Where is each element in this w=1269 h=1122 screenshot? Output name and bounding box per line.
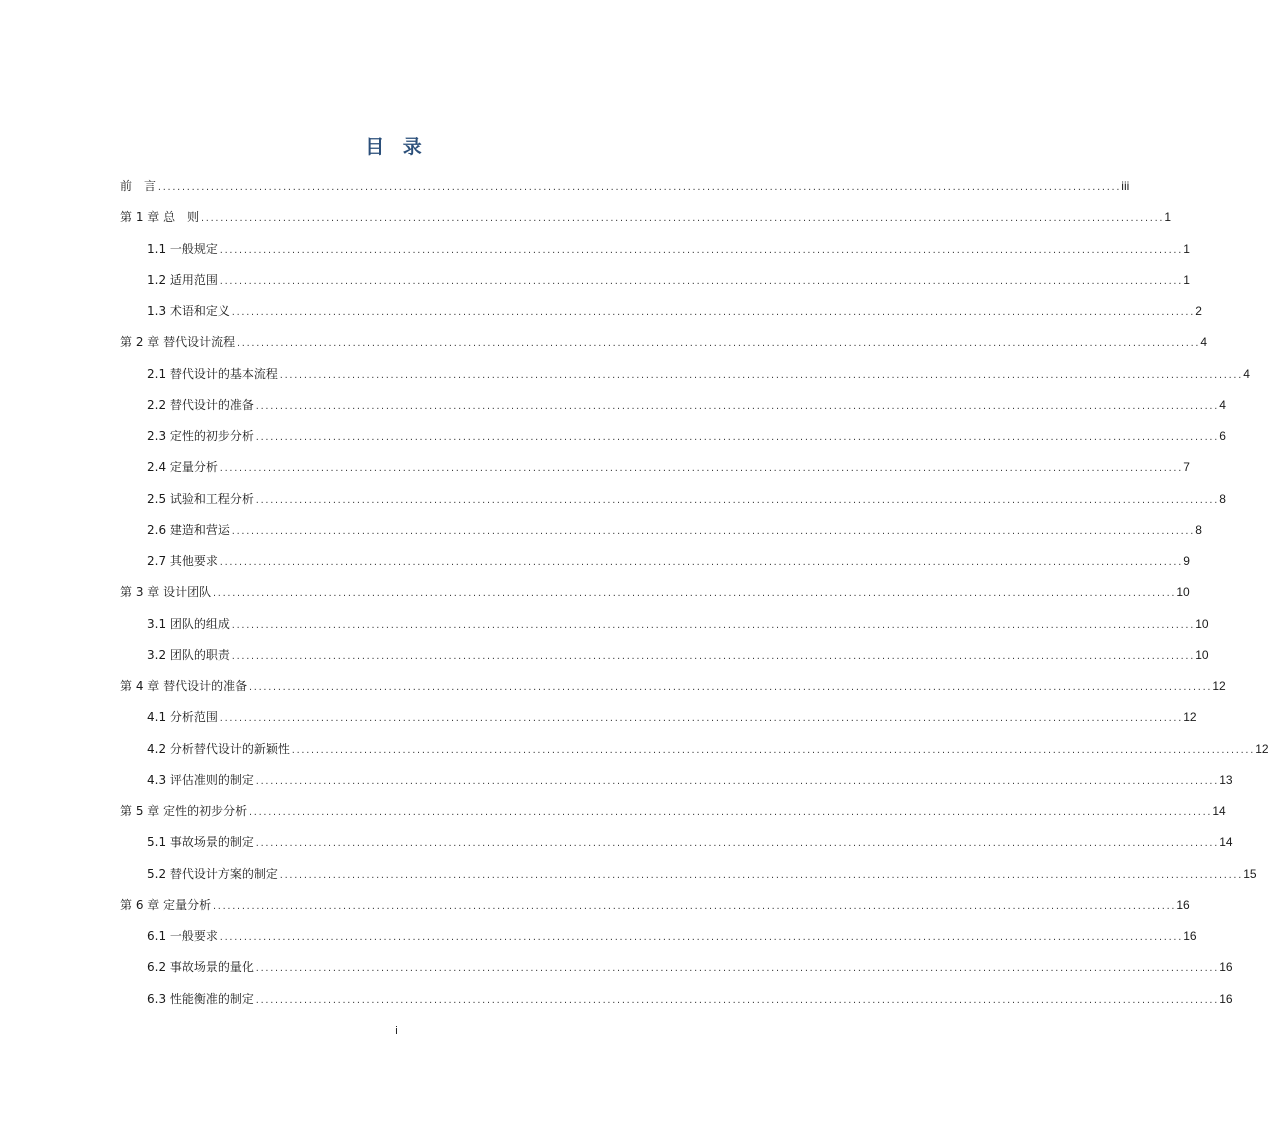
- toc-entry-label: 第 2 章 替代设计流程: [120, 335, 236, 350]
- toc-dot-leader: ........................................................................................................................................................................................................: [248, 808, 1212, 817]
- toc-dot-leader: ........................................................................................................................................................................................................: [230, 651, 1195, 661]
- toc-entry-label: 2.2 替代设计的准备: [147, 397, 254, 412]
- toc-entry-page-number: 16: [1183, 929, 1197, 943]
- toc-entry-label: 2.6 建造和营运: [147, 522, 230, 537]
- toc-section-entry[interactable]: [120, 859, 1257, 890]
- toc-dot-leader: ........................................................................................................................................................................................................: [278, 370, 1243, 380]
- toc-dot-leader: ........................................................................................................................................................................................................: [212, 901, 1176, 911]
- toc-dot-leader: ........................................................................................................................................................................................................: [290, 745, 1255, 755]
- page-number-footer: i: [395, 1025, 398, 1037]
- toc-entry-label: 4.1 分析范围: [147, 710, 218, 725]
- toc-section-entry[interactable]: [120, 359, 1250, 390]
- toc-entry-label: 前 言: [120, 179, 157, 193]
- toc-entry-label: 第 6 章 定量分析: [120, 897, 212, 912]
- toc-entry-label: 2.5 试验和工程分析: [147, 491, 254, 506]
- toc-section-entry[interactable]: [120, 515, 1202, 546]
- toc-section-entry[interactable]: [120, 452, 1190, 483]
- toc-dot-leader: ........................................................................................................................................................................................................: [218, 558, 1183, 567]
- toc-chapter-entry[interactable]: [120, 671, 1226, 702]
- toc-entry-page-number: 1: [1183, 241, 1190, 256]
- toc-dot-leader: ........................................................................................................................................................................................................: [230, 620, 1195, 630]
- toc-dot-leader: ........................................................................................................................................................................................................: [254, 776, 1219, 786]
- toc-entry-page-number: 4: [1219, 397, 1226, 412]
- toc-entry-page-number: 4: [1200, 335, 1208, 350]
- toc-dot-leader: ........................................................................................................................................................................................................: [230, 526, 1195, 536]
- toc-entry-page-number: 12: [1255, 741, 1269, 756]
- toc-entry-label: 第 4 章 替代设计的准备: [120, 679, 248, 693]
- toc-entry-page-number: 14: [1212, 804, 1226, 818]
- toc-dot-leader: ........................................................................................................................................................................................................: [218, 276, 1183, 286]
- toc-entry-label: 2.7 其他要求: [147, 554, 218, 568]
- toc-section-entry[interactable]: [120, 265, 1190, 296]
- toc-entry-label: 5.2 替代设计方案的制定: [147, 866, 278, 881]
- toc-entry-page-number: 10: [1176, 585, 1190, 600]
- toc-dot-leader: ........................................................................................................................................................................................................: [218, 464, 1183, 474]
- toc-section-entry[interactable]: [120, 702, 1197, 733]
- toc-entry-label: 2.4 定量分析: [147, 460, 218, 475]
- toc-section-entry[interactable]: [120, 421, 1226, 452]
- toc-section-entry[interactable]: [120, 734, 1269, 765]
- toc-entry-label: 第 5 章 定性的初步分析: [120, 804, 248, 818]
- toc-dot-leader: ........................................................................................................................................................................................................: [248, 683, 1212, 692]
- toc-chapter-entry[interactable]: [120, 796, 1226, 827]
- toc-dot-leader: ........................................................................................................................................................................................................: [254, 433, 1219, 442]
- toc-entry-label: 5.1 事故场景的制定: [147, 835, 254, 850]
- toc-entry-label: 4.2 分析替代设计的新颖性: [147, 741, 290, 756]
- toc-entry-label: 2.1 替代设计的基本流程: [147, 366, 278, 381]
- toc-entry-page-number: 2: [1195, 304, 1202, 318]
- toc-entry-page-number: 12: [1212, 679, 1226, 693]
- toc-chapter-entry[interactable]: [120, 890, 1190, 921]
- toc-chapter-entry[interactable]: [120, 577, 1190, 608]
- toc-entry-page-number: 8: [1195, 522, 1202, 537]
- toc-section-entry[interactable]: [120, 484, 1226, 515]
- toc-entry-label: 4.3 评估准则的制定: [147, 772, 254, 787]
- toc-chapter-entry[interactable]: [120, 327, 1208, 358]
- table-of-contents: [120, 171, 1269, 1015]
- toc-section-entry[interactable]: [120, 921, 1197, 952]
- toc-dot-leader: ........................................................................................................................................................................................................: [254, 964, 1219, 974]
- toc-entry-page-number: 16: [1176, 897, 1190, 912]
- toc-section-entry[interactable]: [120, 234, 1190, 265]
- toc-section-entry[interactable]: [120, 984, 1233, 1015]
- toc-dot-leader: ........................................................................................................................................................................................................: [254, 495, 1219, 505]
- toc-chapter-entry[interactable]: [120, 171, 1130, 202]
- toc-section-entry[interactable]: [120, 765, 1233, 796]
- toc-entry-page-number: 12: [1183, 710, 1197, 725]
- toc-section-entry[interactable]: [120, 827, 1233, 858]
- toc-entry-page-number: 10: [1195, 647, 1209, 662]
- toc-entry-page-number: 6: [1219, 429, 1226, 443]
- toc-dot-leader: ........................................................................................................................................................................................................: [278, 870, 1243, 880]
- page-title: 目 录: [365, 136, 428, 158]
- toc-dot-leader: ........................................................................................................................................................................................................: [254, 995, 1219, 1005]
- toc-dot-leader: ........................................................................................................................................................................................................: [230, 308, 1195, 317]
- toc-dot-leader: ........................................................................................................................................................................................................: [254, 401, 1219, 411]
- toc-dot-leader: ........................................................................................................................................................................................................: [200, 214, 1164, 224]
- toc-entry-label: 1.1 一般规定: [147, 241, 218, 256]
- toc-dot-leader: ........................................................................................................................................................................................................: [218, 933, 1183, 942]
- toc-dot-leader: ........................................................................................................................................................................................................: [212, 589, 1176, 599]
- toc-dot-leader: ........................................................................................................................................................................................................: [157, 183, 1121, 192]
- toc-chapter-entry[interactable]: [120, 202, 1172, 233]
- toc-entry-page-number: iii: [1121, 179, 1130, 193]
- toc-entry-page-number: 8: [1219, 491, 1226, 506]
- toc-entry-page-number: 16: [1219, 991, 1233, 1006]
- toc-entry-label: 6.3 性能衡准的制定: [147, 991, 254, 1006]
- toc-section-entry[interactable]: [120, 640, 1209, 671]
- toc-entry-label: 1.3 术语和定义: [147, 304, 230, 318]
- toc-entry-label: 第 3 章 设计团队: [120, 585, 212, 600]
- toc-section-entry[interactable]: [120, 390, 1226, 421]
- toc-entry-label: 6.1 一般要求: [147, 929, 218, 943]
- toc-entry-label: 3.1 团队的组成: [147, 616, 230, 631]
- toc-section-entry[interactable]: [120, 546, 1190, 577]
- toc-dot-leader: ........................................................................................................................................................................................................: [218, 245, 1183, 255]
- toc-section-entry[interactable]: [120, 952, 1233, 983]
- toc-entry-page-number: 15: [1243, 866, 1257, 881]
- toc-entry-page-number: 16: [1219, 960, 1233, 975]
- toc-entry-page-number: 4: [1243, 366, 1250, 381]
- toc-entry-page-number: 9: [1183, 554, 1190, 568]
- toc-entry-label: 2.3 定性的初步分析: [147, 429, 254, 443]
- toc-dot-leader: ........................................................................................................................................................................................................: [236, 339, 1200, 349]
- toc-dot-leader: ........................................................................................................................................................................................................: [218, 714, 1183, 724]
- toc-entry-page-number: 13: [1219, 772, 1233, 787]
- toc-entry-label: 6.2 事故场景的量化: [147, 960, 254, 975]
- toc-entry-label: 1.2 适用范围: [147, 272, 218, 287]
- toc-entry-page-number: 1: [1164, 210, 1172, 225]
- toc-entry-label: 3.2 团队的职责: [147, 647, 230, 662]
- toc-entry-page-number: 1: [1183, 272, 1190, 287]
- toc-entry-page-number: 7: [1183, 460, 1190, 475]
- toc-entry-label: 第 1 章 总 则: [120, 210, 200, 225]
- toc-dot-leader: ........................................................................................................................................................................................................: [254, 839, 1219, 849]
- toc-entry-page-number: 10: [1195, 616, 1209, 631]
- toc-section-entry[interactable]: [120, 296, 1202, 327]
- toc-entry-page-number: 14: [1219, 835, 1233, 850]
- toc-section-entry[interactable]: [120, 609, 1209, 640]
